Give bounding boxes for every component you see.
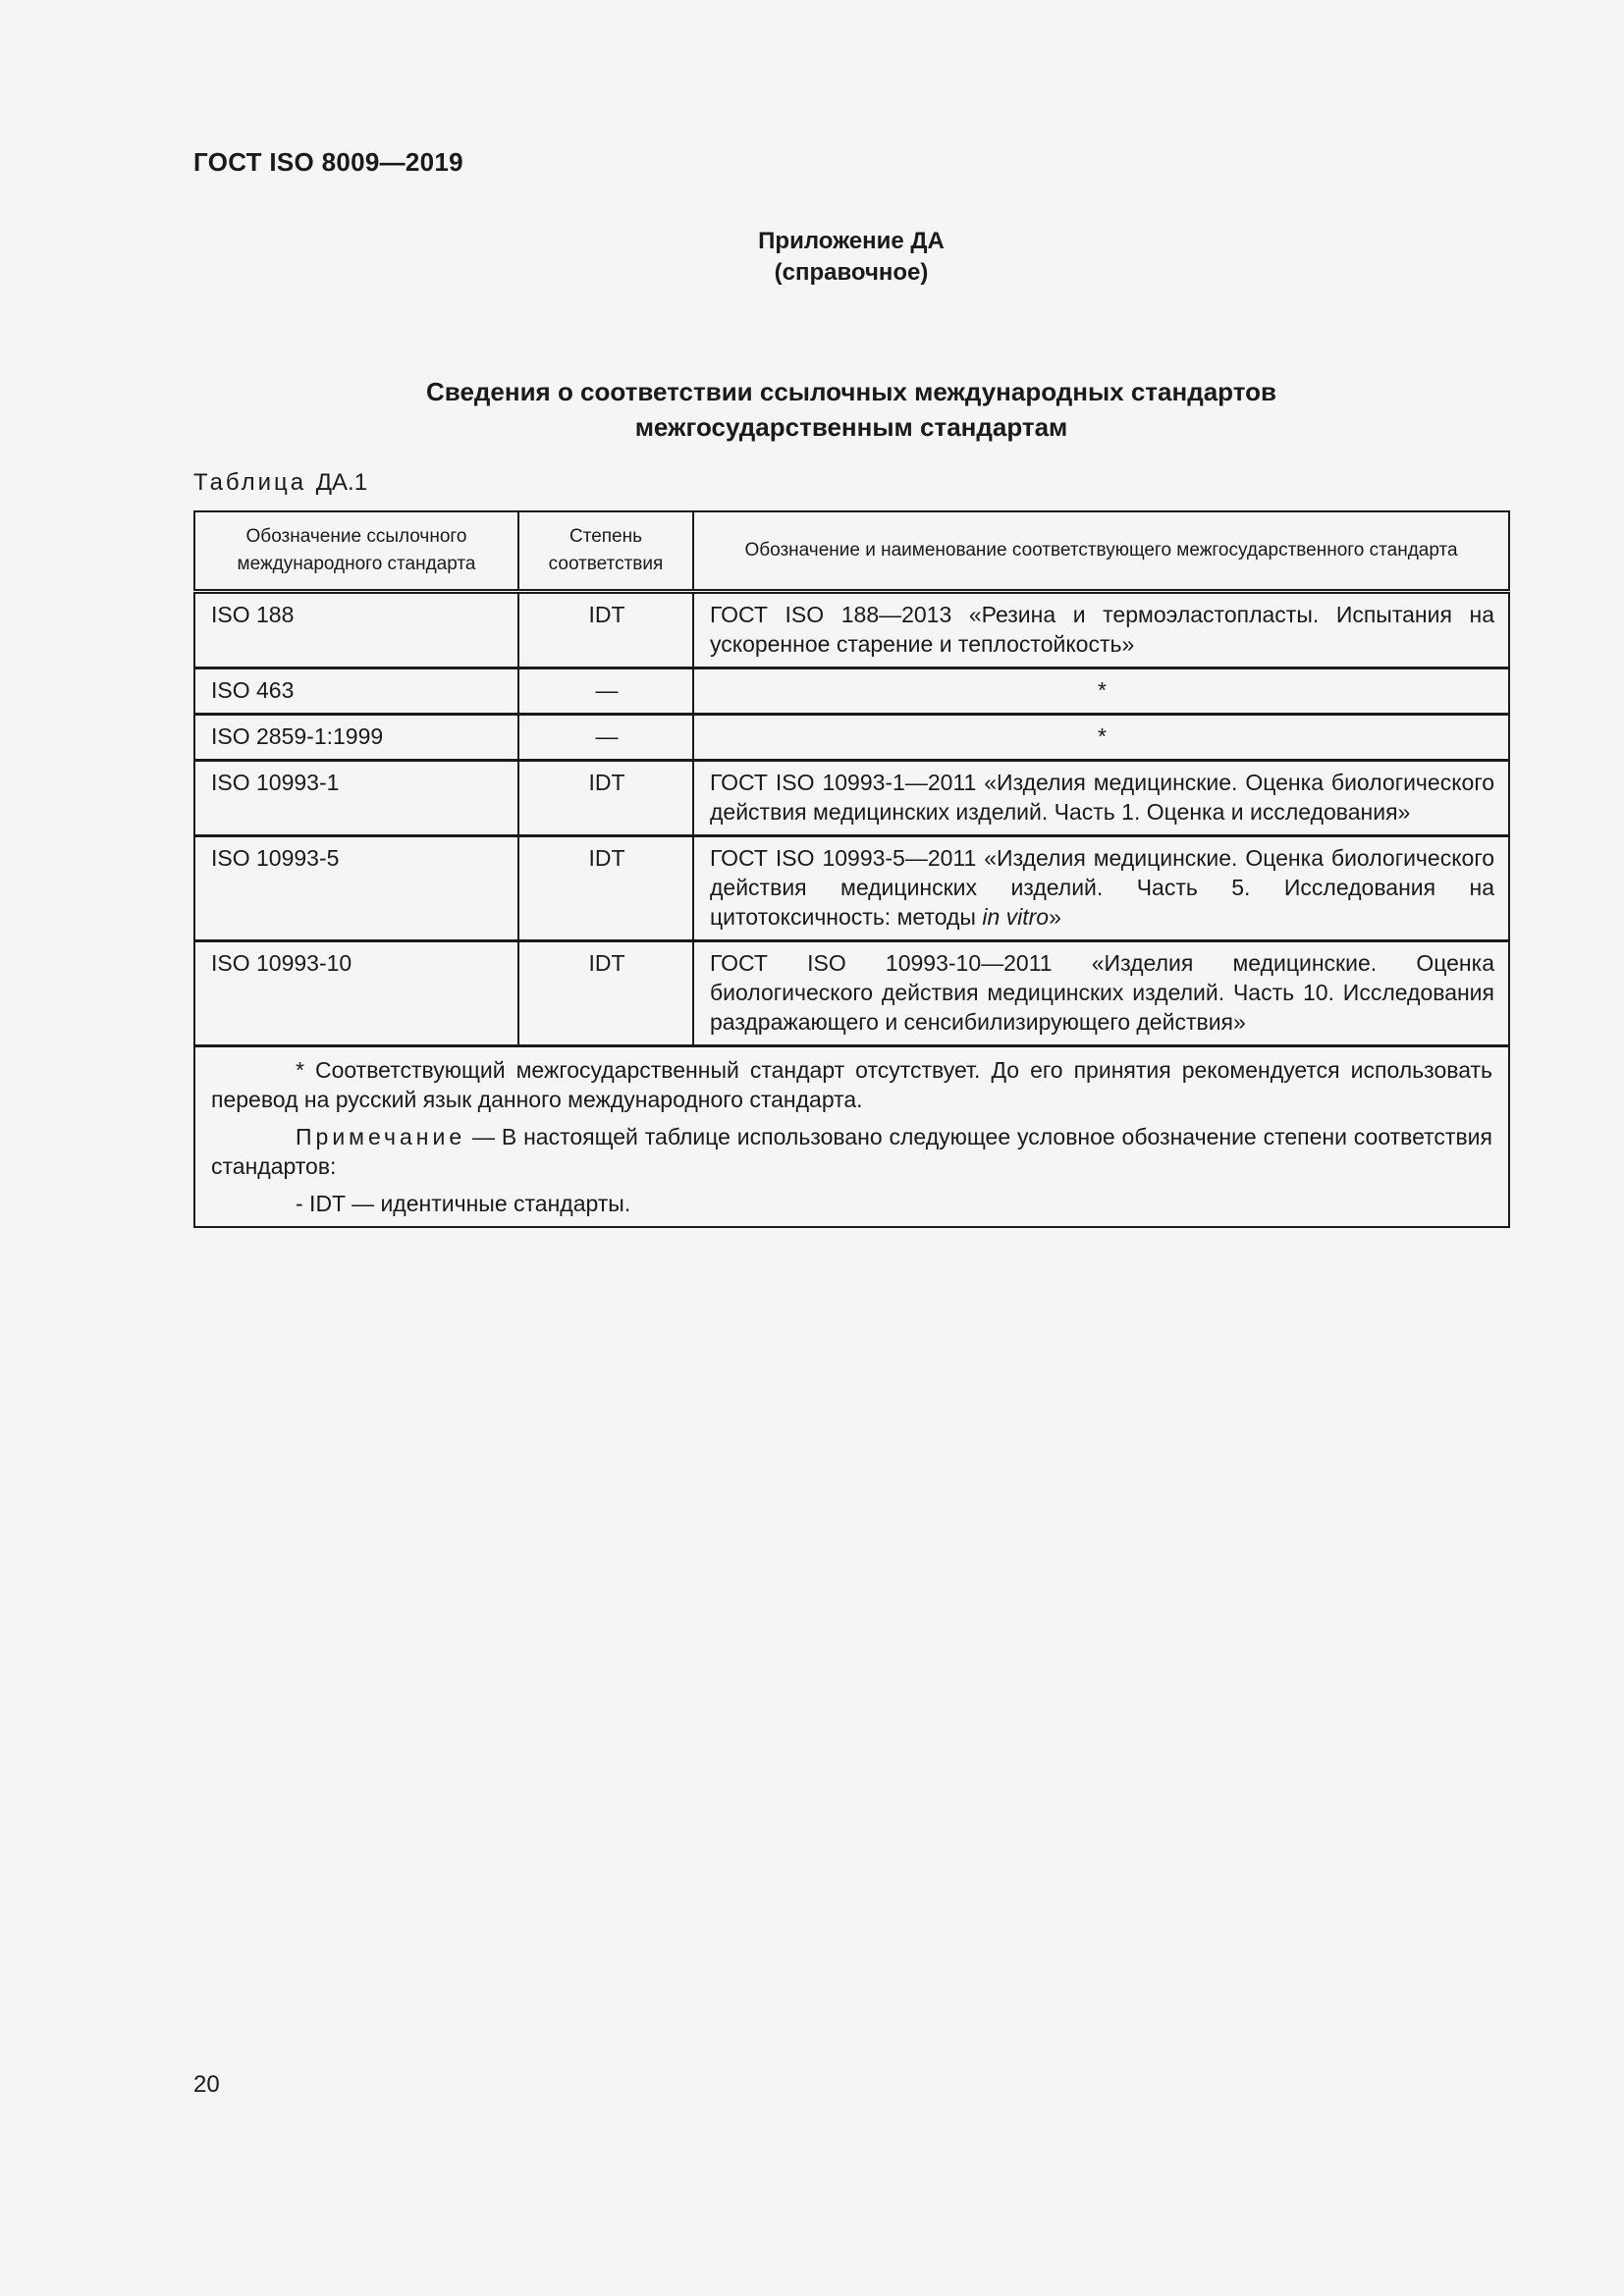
- cell-degree: —: [518, 668, 693, 715]
- cell-ref: ISO 10993-5: [194, 836, 518, 941]
- cell-degree: IDT: [518, 836, 693, 941]
- cell-desc-main: ГОСТ ISO 10993-5—2011 «Изделия медицинские. Оценка биологического действия медицинских изделий. Часть 5. Исследования на цитотоксичность: методы: [710, 845, 1494, 930]
- section-title: [193, 374, 1509, 445]
- cell-desc-italic: in vitro: [982, 904, 1050, 930]
- section-title-line2: межгосударственным стандартам: [634, 412, 1068, 442]
- cell-degree: IDT: [518, 941, 693, 1046]
- footnote-asterisk: * Соответствующий межгосударственный стандарт отсутствует. До его принятия рекомендуется использовать перевод на русский язык данного международного стандарта.: [211, 1057, 1492, 1112]
- cell-desc: [693, 836, 1509, 941]
- cell-desc: *: [693, 715, 1509, 761]
- cell-ref: ISO 10993-10: [194, 941, 518, 1046]
- section-title-line1: Сведения о соответствии ссылочных международных стандартов: [426, 377, 1276, 406]
- annex-heading: [193, 226, 1509, 289]
- header-interstate-standard: Обозначение и наименование соответствующего межгосударственного стандарта: [693, 511, 1509, 592]
- cell-degree: IDT: [518, 761, 693, 836]
- annex-subtitle: (справочное): [774, 259, 929, 286]
- page-number: 20: [193, 2071, 220, 2098]
- header-degree: Степень соответствия: [518, 511, 693, 592]
- table-header-row: [194, 511, 1509, 592]
- note-paragraph: [211, 1122, 1492, 1181]
- table-row: [194, 836, 1509, 941]
- table-row: [194, 941, 1509, 1046]
- note-list-item: - IDT — идентичные стандарты.: [296, 1191, 631, 1216]
- note-text: — В настоящей таблице использовано следующее условное обозначение степени соответствия стандартов:: [211, 1124, 1492, 1179]
- header-ref-standard: Обозначение ссылочного международного стандарта: [194, 511, 518, 592]
- cell-degree: IDT: [518, 592, 693, 668]
- table-caption-number: ДА.1: [315, 469, 368, 496]
- table-row: [194, 592, 1509, 668]
- correspondence-table: [193, 510, 1510, 1228]
- cell-desc: ГОСТ ISO 10993-10—2011 «Изделия медицинские. Оценка биологического действия медицинских изделий. Часть 10. Исследования раздражающего и сенсибилизирующего действия»: [693, 941, 1509, 1046]
- cell-desc: ГОСТ ISO 188—2013 «Резина и термоэластопласты. Испытания на ускоренное старение и теплостойкость»: [693, 592, 1509, 668]
- cell-ref: ISO 188: [194, 592, 518, 668]
- table-row: [194, 715, 1509, 761]
- cell-degree: —: [518, 715, 693, 761]
- document-id-header: ГОСТ ISO 8009—2019: [193, 147, 463, 177]
- table-caption: [193, 469, 367, 497]
- cell-ref: ISO 463: [194, 668, 518, 715]
- cell-ref: ISO 2859-1:1999: [194, 715, 518, 761]
- table-caption-word: Таблица: [193, 469, 307, 496]
- annex-title: Приложение ДА: [758, 228, 945, 254]
- note-label: Примечание: [296, 1124, 466, 1149]
- table-footer-row: [194, 1046, 1509, 1228]
- cell-desc: *: [693, 668, 1509, 715]
- table-row: [194, 668, 1509, 715]
- cell-desc-end: »: [1049, 904, 1061, 930]
- cell-ref: ISO 10993-1: [194, 761, 518, 836]
- table-row: [194, 761, 1509, 836]
- table-footnotes: [194, 1046, 1509, 1228]
- cell-desc: ГОСТ ISO 10993-1—2011 «Изделия медицинские. Оценка биологического действия медицинских изделий. Часть 1. Оценка и исследования»: [693, 761, 1509, 836]
